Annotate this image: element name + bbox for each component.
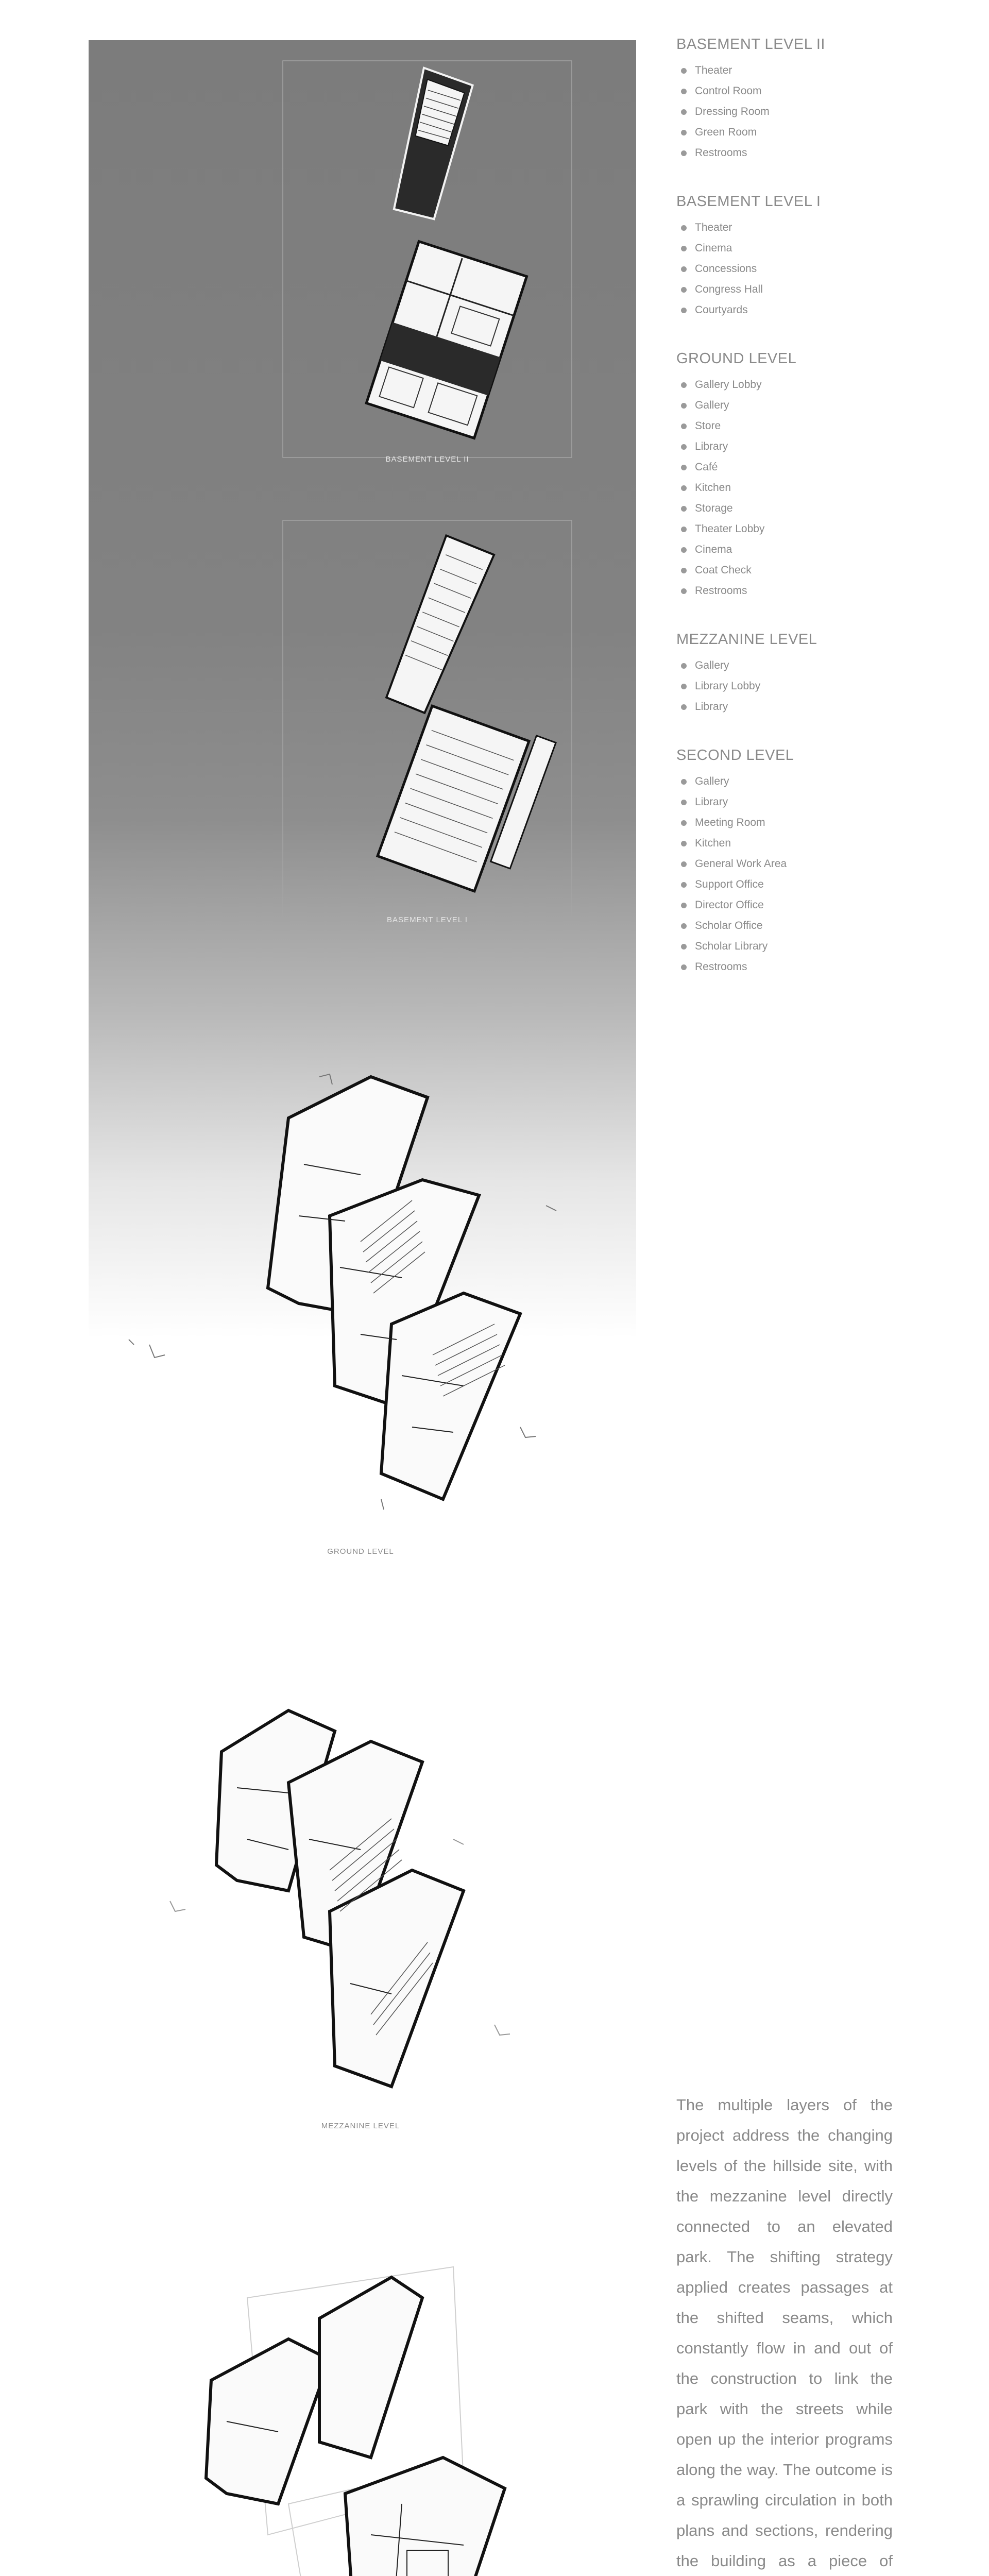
list-item: Dressing Room bbox=[695, 101, 944, 122]
program-legend bbox=[676, 36, 944, 1007]
list-item: Concessions bbox=[695, 259, 944, 279]
list-item: Cinema bbox=[695, 238, 944, 259]
list-item: Courtyards bbox=[695, 300, 944, 320]
legend-ground bbox=[676, 350, 944, 601]
list-item: Theater bbox=[695, 60, 944, 81]
ground-level-plan bbox=[0, 1046, 989, 1510]
caption-ground-level: GROUND LEVEL bbox=[327, 1547, 394, 1556]
list-item: Gallery bbox=[695, 395, 944, 416]
legend-basement-2 bbox=[676, 36, 944, 163]
legend-mezzanine bbox=[676, 631, 944, 717]
list-item: Support Office bbox=[695, 874, 944, 895]
list-item: Coat Check bbox=[695, 560, 944, 581]
list-item: Green Room bbox=[695, 122, 944, 143]
list-item: Restrooms bbox=[695, 957, 944, 977]
list-item: Kitchen bbox=[695, 478, 944, 498]
legend-title: BASEMENT LEVEL I bbox=[676, 193, 821, 210]
list-item: Library bbox=[695, 436, 944, 457]
legend-basement-1 bbox=[676, 193, 944, 320]
legend-title: BASEMENT LEVEL II bbox=[676, 36, 825, 53]
list-item: Kitchen bbox=[695, 833, 944, 854]
list-item: Library bbox=[695, 697, 944, 717]
caption-mezzanine-level: MEZZANINE LEVEL bbox=[321, 2122, 400, 2130]
caption-basement-level-1: BASEMENT LEVEL I bbox=[387, 916, 468, 924]
list-item: Scholar Office bbox=[695, 916, 944, 936]
list-item: Director Office bbox=[695, 895, 944, 916]
mezzanine-level-plan bbox=[0, 1623, 989, 2087]
caption-basement-level-2: BASEMENT LEVEL II bbox=[385, 455, 469, 464]
list-item: Theater bbox=[695, 217, 944, 238]
list-item: Library bbox=[695, 792, 944, 812]
list-item: Restrooms bbox=[695, 581, 944, 601]
list-item: Restrooms bbox=[695, 143, 944, 163]
project-description: The multiple layers of the project address the changing levels of the hillside site, with the mezzanine level directly connected to an elevated park. The shifting strategy applied creates passages at the shifted seams, which constantly flow in and out of the construction to link the park with the streets while open up the interior programs along the way. The outcome is a sprawling circulation in both plans and sections, rendering the building as a piece of bbox=[676, 2096, 893, 2570]
legend-second bbox=[676, 747, 944, 977]
legend-title: MEZZANINE LEVEL bbox=[676, 631, 817, 648]
list-item: Meeting Room bbox=[695, 812, 944, 833]
legend-title: SECOND LEVEL bbox=[676, 747, 794, 764]
list-item: Café bbox=[695, 457, 944, 478]
list-item: Storage bbox=[695, 498, 944, 519]
list-item: Scholar Library bbox=[695, 936, 944, 957]
list-item: Gallery bbox=[695, 771, 944, 792]
list-item: Theater Lobby bbox=[695, 519, 944, 539]
list-item: Gallery bbox=[695, 655, 944, 676]
list-item: General Work Area bbox=[695, 854, 944, 874]
list-item: Control Room bbox=[695, 81, 944, 101]
list-item: Gallery Lobby bbox=[695, 375, 944, 395]
list-item: Congress Hall bbox=[695, 279, 944, 300]
second-level-plan bbox=[0, 2215, 989, 2576]
legend-title: GROUND LEVEL bbox=[676, 350, 797, 367]
list-item: Cinema bbox=[695, 539, 944, 560]
list-item: Library Lobby bbox=[695, 676, 944, 697]
list-item: Store bbox=[695, 416, 944, 436]
